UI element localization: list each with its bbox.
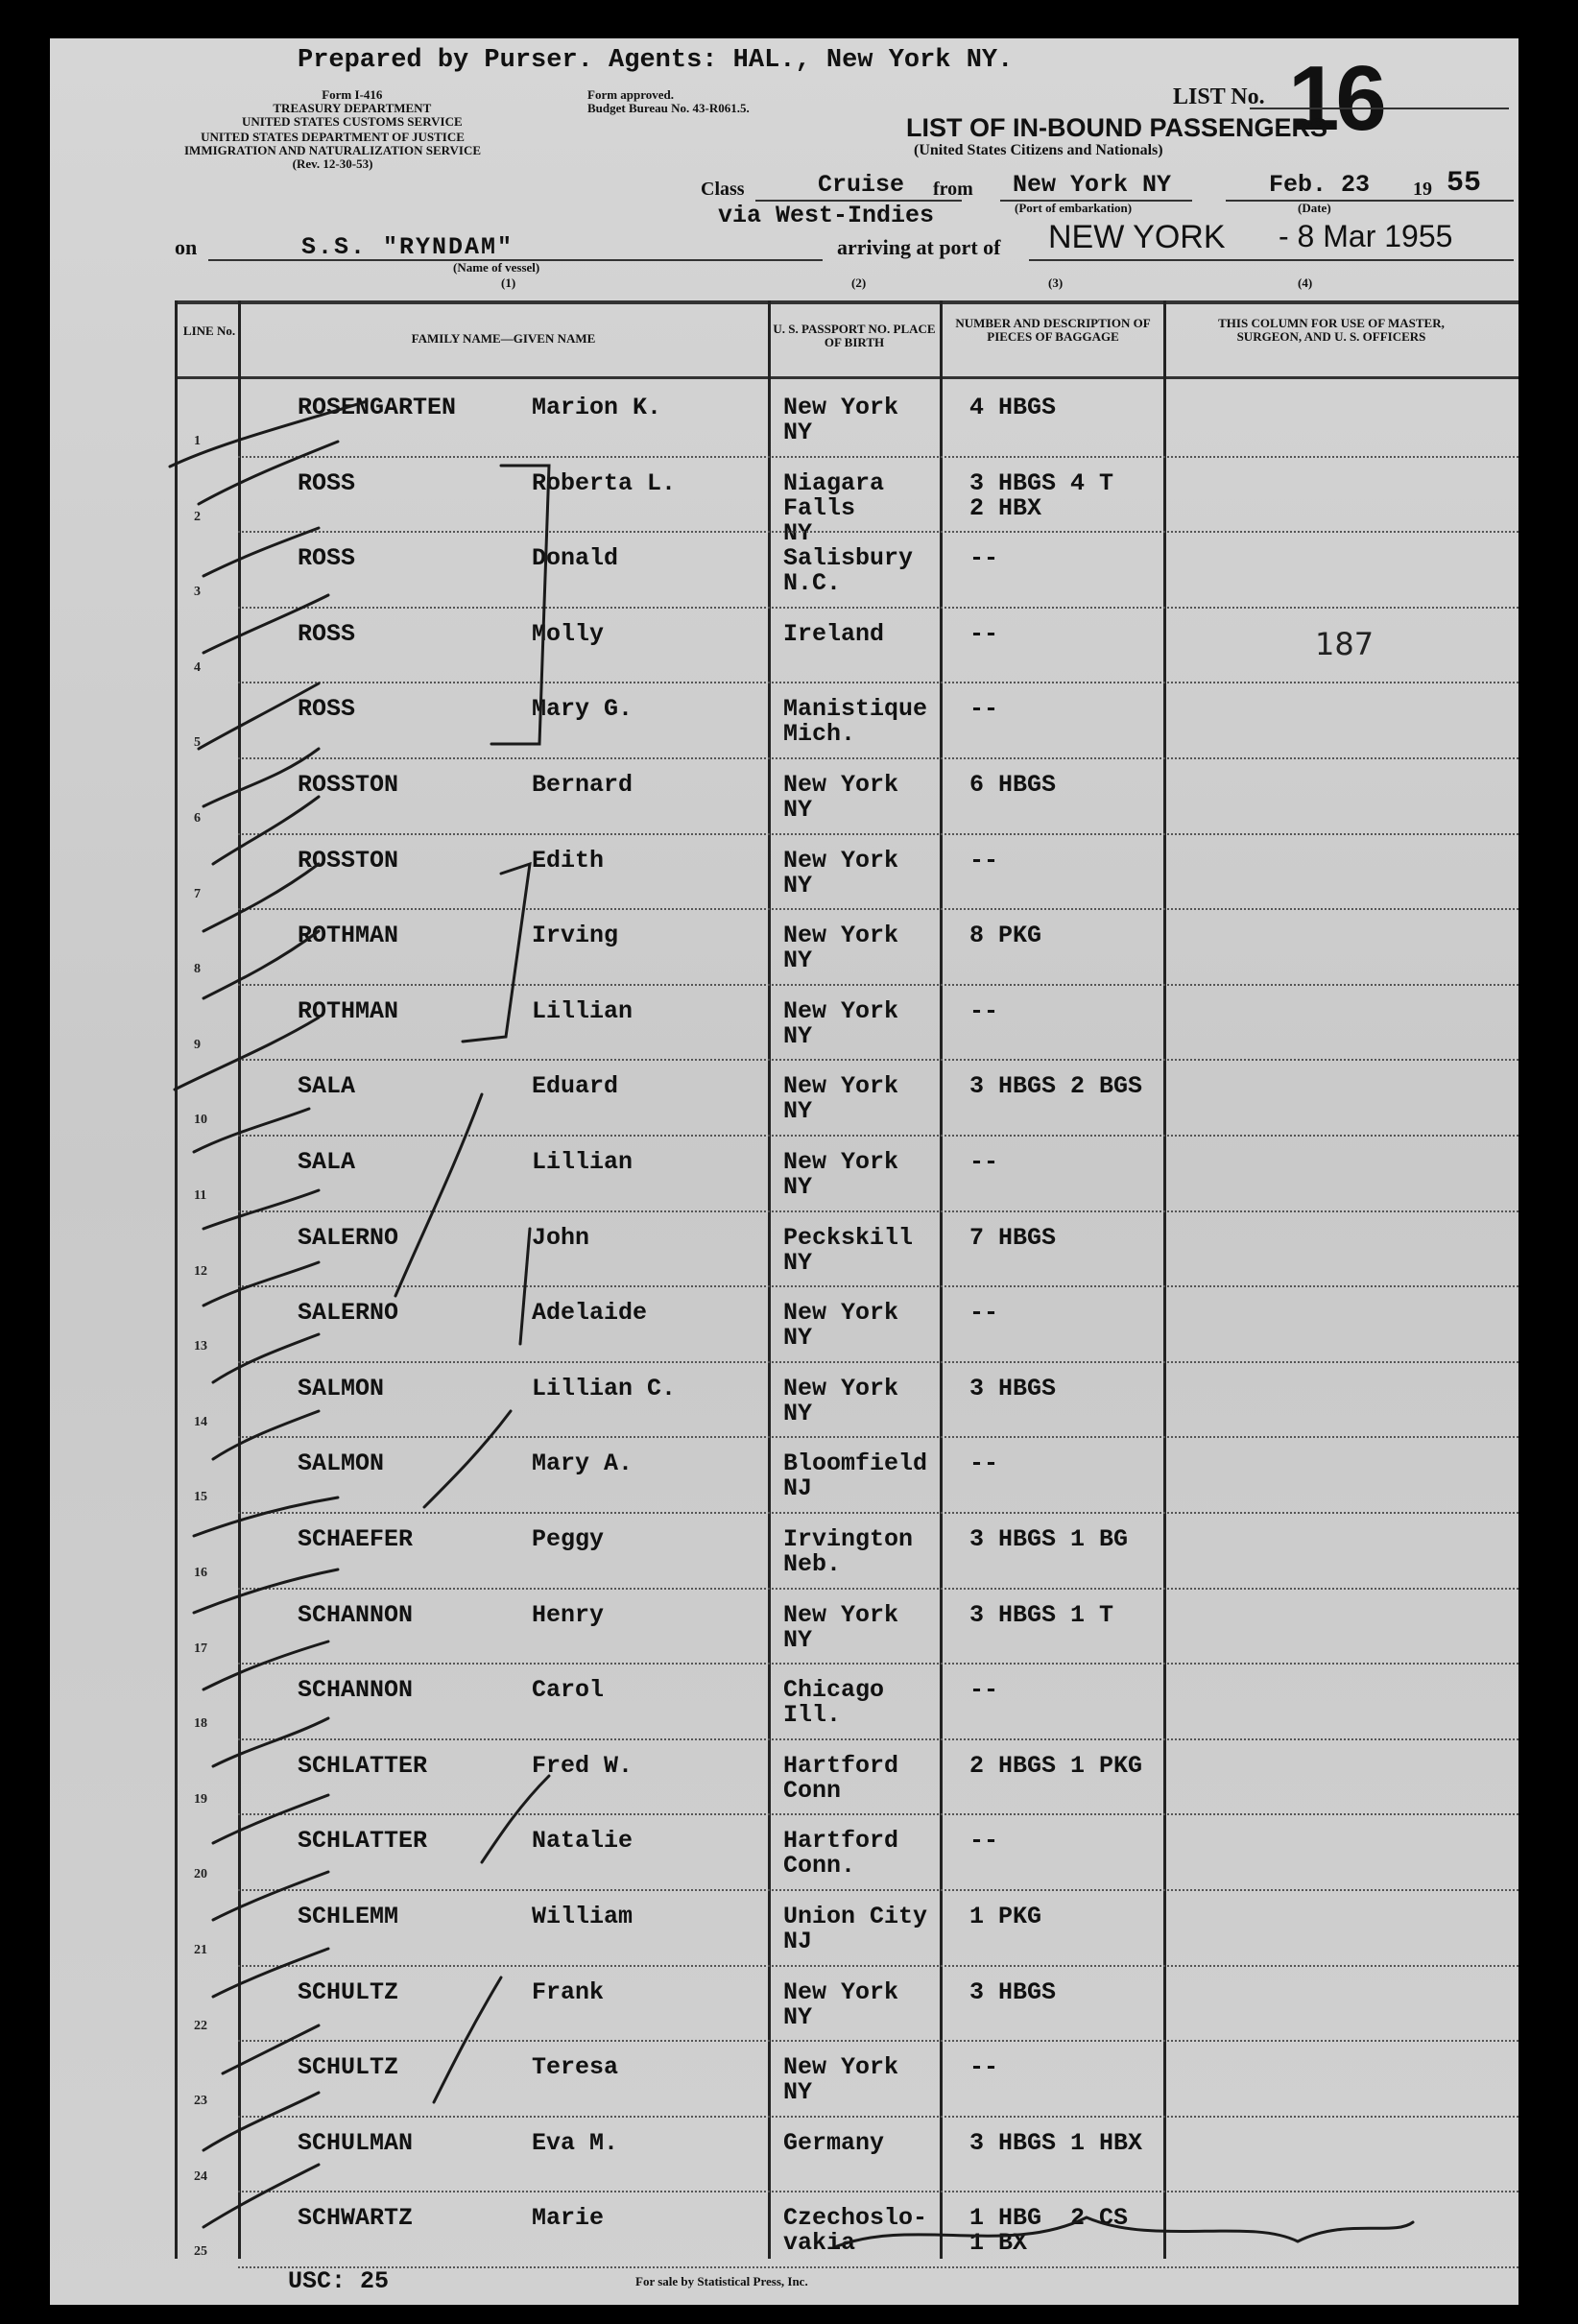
place-of-birth: New York NY [783,1374,899,1427]
list-subtitle: (United States Citizens and Nationals) [914,142,1163,158]
arrival-port: NEW YORK [1048,219,1226,255]
check-mark [203,1262,319,1306]
line-number: 7 [194,886,201,901]
vessel-caption: (Name of vessel) [453,260,540,275]
on-label: on [175,235,198,259]
place-of-birth: New York NY [783,771,899,824]
given-name: Roberta L. [532,468,677,497]
place-of-birth: New York NY [783,1072,899,1126]
baggage: 1 HBG 2 CS 1 BX [969,2204,1129,2258]
given-name: Lillian [532,996,634,1025]
family-name: ROSS [298,619,356,648]
col-header-line-no: LINE No. [182,323,236,338]
baggage: -- [969,544,999,573]
from-label: from [933,179,973,200]
line-number: 15 [194,1490,207,1505]
baggage: 7 HBGS [969,1223,1057,1252]
family-name: SALA [298,1148,356,1176]
baggage: 3 HBGS [969,1374,1057,1402]
date-caption: (Date) [1298,201,1331,215]
line-number: 22 [194,2018,207,2033]
baggage: -- [969,1450,999,1478]
given-name: John [532,1223,590,1252]
place-of-birth: New York NY [783,394,899,446]
baggage: 3 HBGS 4 T 2 HBX [969,468,1114,522]
baggage: -- [969,1827,999,1856]
baggage: 3 HBGS 1 BG [969,1525,1129,1553]
family-name: SALERNO [298,1223,399,1252]
date-value: Feb. 23 [1269,171,1371,199]
check-mark [203,528,319,576]
family-name: ROTHMAN [298,996,399,1025]
given-name: Marion K. [532,394,662,421]
class-value: Cruise [818,171,905,199]
place-of-birth: Hartford Conn [783,1751,899,1805]
place-of-birth: Manistique Mich. [783,695,928,749]
given-name: Lillian [532,1148,634,1176]
baggage: 1 PKG [969,1903,1042,1930]
check-mark [194,1497,338,1536]
given-name: Mary G. [532,695,634,724]
line-number: 11 [194,1188,207,1203]
family-name: ROSENGARTEN [298,394,457,421]
bracket-mark [491,466,549,744]
place-of-birth: Union City NJ [783,1903,928,1955]
check-mark [199,683,319,749]
check-mark [213,1795,328,1843]
check-mark [175,1018,319,1090]
via-route: via West-Indies [718,202,935,229]
col-number-1: (1) [501,276,516,290]
baggage: -- [969,2053,999,2082]
baggage: -- [969,996,999,1025]
place-of-birth: New York NY [783,922,899,975]
baggage: 6 HBGS [969,771,1057,799]
family-name: ROSSTON [298,846,399,874]
family-name: SCHLEMM [298,1903,399,1930]
family-name: SCHLATTER [298,1827,428,1856]
stroke-mark [424,1411,511,1507]
given-name: Marie [532,2204,605,2233]
check-mark [203,931,319,998]
list-no-label: LIST No. [1173,84,1265,109]
given-name: Frank [532,1977,605,2006]
check-mark [203,1641,328,1689]
place-of-birth: Irvington Neb. [783,1525,914,1578]
handwritten-marks [50,38,1518,2305]
given-name: Teresa [532,2053,619,2082]
officer-annotation: 187 [1315,626,1375,662]
baggage: -- [969,619,999,648]
line-number: 25 [194,2244,207,2260]
place-of-birth: New York NY [783,1148,899,1201]
check-mark [203,1190,319,1229]
family-name: SCHWARTZ [298,2204,414,2233]
baggage: 2 HBGS 1 PKG [969,1751,1143,1780]
baggage: 3 HBGS [969,1977,1057,2006]
check-mark [194,1569,338,1613]
line-number: 18 [194,1716,207,1732]
col-header-baggage: NUMBER AND DESCRIPTION OF PIECES OF BAGGAGE [955,316,1151,344]
bracket-mark [520,1229,530,1344]
given-name: Carol [532,1676,605,1705]
year-value: 55 [1446,167,1482,200]
line-number: 5 [194,735,201,751]
given-name: Peggy [532,1525,605,1553]
col-header-name: FAMILY NAME—GIVEN NAME [411,331,596,346]
check-mark [213,797,319,864]
family-name: ROSS [298,544,356,573]
class-label: Class [701,179,745,200]
check-mark [213,1718,328,1766]
family-name: SCHAEFER [298,1525,414,1553]
place-of-birth: Czechoslo- vakia [783,2204,928,2258]
given-name: Eduard [532,1072,619,1101]
baggage: 4 HBGS [969,394,1057,421]
printer-note: For sale by Statistical Press, Inc. [635,2274,808,2288]
place-of-birth: Bloomfield NJ [783,1450,928,1503]
arrival-date: - 8 Mar 1955 [1279,219,1453,253]
check-mark [213,1949,328,1997]
place-of-birth: Chicago Ill. [783,1676,885,1730]
given-name: Mary A. [532,1450,634,1478]
list-number: 16 [1288,47,1383,150]
line-number: 8 [194,962,201,977]
line-number: 21 [194,1943,207,1957]
baggage: 3 HBGS 2 BGS [969,1072,1143,1101]
given-name: Henry [532,1600,605,1629]
place-of-birth: New York NY [783,996,899,1050]
given-name: Natalie [532,1827,634,1856]
baggage: 8 PKG [969,922,1042,950]
col-number-2: (2) [851,276,867,290]
check-mark [199,442,338,504]
manifest-sheet [50,38,1518,2305]
family-name: SCHULTZ [298,2053,399,2082]
form-info: Form I-416 TREASURY DEPARTMENT UNITED STATES CUSTOMS SERVICE [242,87,463,129]
check-mark [170,401,367,467]
check-mark [223,2025,319,2073]
given-name: Eva M. [532,2128,619,2157]
line-number: 1 [194,434,201,448]
check-mark [213,1411,319,1459]
line-number: 24 [194,2168,207,2184]
check-mark [203,864,319,931]
line-number: 2 [194,509,201,524]
given-name: Fred W. [532,1751,634,1780]
place-of-birth: New York NY [783,1600,899,1654]
line-number: 10 [194,1113,207,1128]
place-of-birth: New York NY [783,846,899,899]
place-of-birth: New York NY [783,1299,899,1353]
baggage: -- [969,695,999,724]
line-number: 12 [194,1263,207,1279]
agency-info: UNITED STATES DEPARTMENT OF JUSTICE IMMIGRATION AND NATURALIZATION SERVICE (Rev. 12-30-53) [184,130,482,171]
given-name: William [532,1903,634,1930]
from-value: New York NY [1013,171,1172,199]
baggage: 3 HBGS 1 HBX [969,2128,1143,2157]
place-of-birth: New York NY [783,1977,899,2031]
signature-scrawl [837,2217,1413,2246]
family-name: SALERNO [298,1299,399,1328]
family-name: ROTHMAN [298,922,399,950]
baggage: -- [969,846,999,874]
col-header-passport: U. S. PASSPORT NO. PLACE OF BIRTH [773,322,936,349]
given-name: Irving [532,922,619,950]
place-of-birth: Hartford Conn. [783,1827,899,1881]
line-number: 17 [194,1641,207,1656]
line-number: 20 [194,1867,207,1882]
given-name: Edith [532,846,605,874]
place-of-birth: Germany [783,2128,885,2157]
family-name: ROSS [298,468,356,497]
family-name: SCHANNON [298,1676,414,1705]
line-number: 19 [194,1791,207,1807]
place-of-birth: Salisbury N.C. [783,544,914,598]
line-number: 13 [194,1339,207,1354]
check-mark [213,1872,328,1920]
line-number: 14 [194,1414,207,1429]
line-number: 3 [194,585,201,600]
check-mark [203,595,328,653]
usc-total: USC: 25 [288,2267,390,2295]
family-name: ROSSTON [298,771,399,799]
baggage: -- [969,1148,999,1176]
budget-info: Form approved. Budget Bureau No. 43-R061.5. [587,87,750,115]
prepared-by: Prepared by Purser. Agents: HAL., New York NY. [298,46,1014,75]
place-of-birth: Niagara Falls NY [783,468,885,547]
given-name: Donald [532,544,619,573]
place-of-birth: New York NY [783,2053,899,2107]
given-name: Adelaide [532,1299,648,1328]
baggage: -- [969,1676,999,1705]
stroke-mark [482,1776,549,1862]
given-name: Molly [532,619,605,648]
family-name: SALMON [298,1374,385,1402]
list-title: LIST OF IN-BOUND PASSENGERS [906,113,1328,142]
place-of-birth: Peckskill NY [783,1223,914,1277]
given-name: Lillian C. [532,1374,677,1402]
check-mark [194,1109,309,1152]
check-mark [203,749,319,806]
family-name: SCHANNON [298,1600,414,1629]
stroke-mark [395,1094,482,1296]
family-name: SCHLATTER [298,1751,428,1780]
check-mark [203,2165,319,2227]
given-name: Bernard [532,771,634,799]
col-number-3: (3) [1048,276,1064,290]
check-mark [203,2093,319,2150]
line-number: 23 [194,2094,207,2109]
stroke-mark [434,1977,501,2102]
baggage: -- [969,1299,999,1328]
family-name: SCHULTZ [298,1977,399,2006]
line-number: 6 [194,811,201,826]
baggage: 3 HBGS 1 T [969,1600,1114,1629]
family-name: ROSS [298,695,356,724]
line-number: 9 [194,1037,201,1052]
line-number: 16 [194,1566,207,1580]
col-header-officers: THIS COLUMN FOR USE OF MASTER, SURGEON, AND U. S. OFFICERS [1218,316,1445,344]
year-prefix: 19 [1413,179,1432,200]
family-name: SALMON [298,1450,385,1478]
port-embark-caption: (Port of embarkation) [1015,201,1133,215]
line-number: 4 [194,659,201,675]
vessel-name: S.S. "RYNDAM" [301,233,514,261]
arriving-label: arriving at port of [837,235,1001,259]
bracket-mark [463,864,530,1042]
place-of-birth: Ireland [783,619,885,648]
check-mark [213,1334,319,1382]
family-name: SCHULMAN [298,2128,414,2157]
col-number-4: (4) [1298,276,1313,290]
family-name: SALA [298,1072,356,1101]
